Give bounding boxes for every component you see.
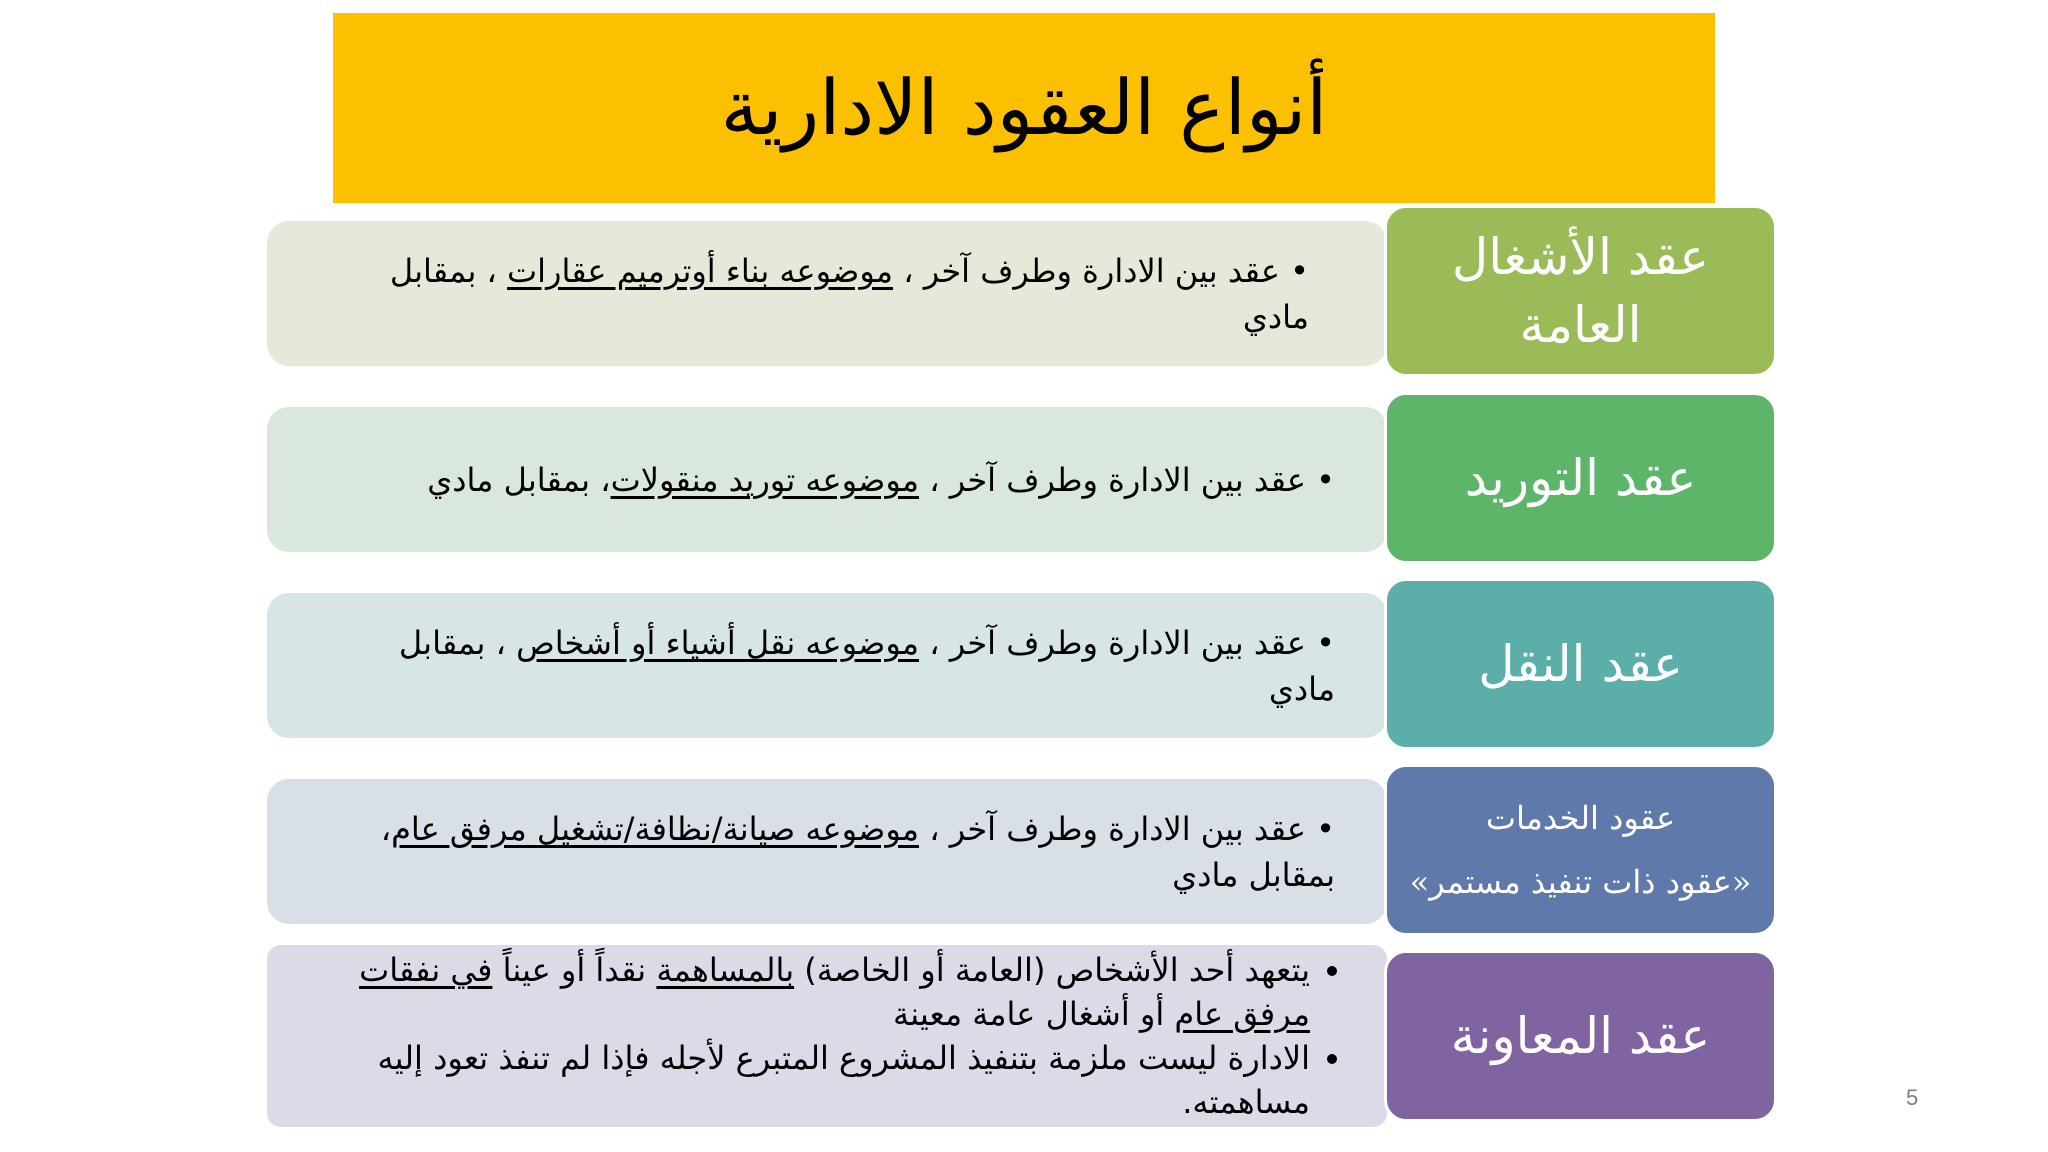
- row-5-bullet-1: [330, 948, 1310, 1036]
- row-3-text-plain: عقد بين الادارة وطرف آخر ،: [919, 623, 1306, 662]
- row-3-text-tail: ، بمقابل مادي: [398, 623, 1335, 708]
- row-4-text-plain: عقد بين الادارة وطرف آخر ،: [919, 809, 1306, 848]
- row-2-description: • عقد بين الادارة وطرف آخر ، موضوعه توريد منقولات، بمقابل مادي: [427, 460, 1335, 499]
- row-5-bullet-1-underlined-a: بالمساهمة: [656, 951, 795, 989]
- row-4-label: [1384, 764, 1777, 936]
- row-4-text-tail: ، بمقابل مادي: [380, 809, 1335, 894]
- row-4-label-line2: «عقود ذات تنفيذ مستمر»: [1409, 863, 1752, 901]
- row-5-bullet-1-mid: نقداً أو عيناً: [492, 951, 657, 989]
- row-1-text-plain: عقد بين الادارة وطرف آخر ،: [893, 251, 1280, 290]
- row-5-bullet-1-underlined-b: في نفقات مرفق عام: [359, 951, 1310, 1033]
- page-number: 5: [1906, 1085, 1919, 1110]
- row-5-bullet-1-tail: أو أشغال عامة معينة: [893, 995, 1175, 1033]
- row-1-label-text: عقد الأشغال العامة: [1451, 228, 1710, 354]
- row-2-text-tail: ، بمقابل مادي: [427, 460, 611, 499]
- row-5-bullet-1-plain: يتعهد أحد الأشخاص (العامة أو الخاصة): [794, 951, 1310, 989]
- row-4-label-line1: عقود الخدمات: [1485, 799, 1676, 837]
- row-4-description: • عقد بين الادارة وطرف آخر ، موضوعه صيانة/نظافة/تشغيل مرفق عام، بمقابل مادي: [380, 809, 1335, 894]
- row-4-text-underlined: موضوعه صيانة/نظافة/تشغيل مرفق عام: [391, 809, 920, 848]
- row-3-description: • عقد بين الادارة وطرف آخر ، موضوعه نقل أشياء أو أشخاص ، بمقابل مادي: [398, 623, 1335, 708]
- row-5-label: [1384, 950, 1777, 1122]
- row-2-text-underlined: موضوعه توريد منقولات: [610, 460, 920, 499]
- row-5-label-text: عقد المعاونة: [1450, 1007, 1711, 1065]
- row-5-description: [330, 945, 1340, 1127]
- row-2-label: [1384, 392, 1777, 564]
- row-1-description: • عقد بين الادارة وطرف آخر ، موضوعه بناء أوترميم عقارات ، بمقابل مادي: [389, 251, 1309, 336]
- row-5-bullet-list: [330, 948, 1340, 1124]
- row-3-label-text: عقد النقل: [1478, 635, 1683, 693]
- row-3-label: [1384, 578, 1777, 750]
- row-2-label-text: عقد التوريد: [1464, 449, 1697, 507]
- row-1-text-tail: ، بمقابل مادي: [389, 251, 1309, 336]
- page-title: أنواع العقود الادارية: [720, 63, 1328, 152]
- row-1-text-underlined: موضوعه بناء أوترميم عقارات: [507, 251, 894, 290]
- title-banner: [333, 13, 1715, 203]
- row-3-text-underlined: موضوعه نقل أشياء أو أشخاص: [516, 623, 920, 662]
- row-2-text-plain: عقد بين الادارة وطرف آخر ،: [919, 460, 1306, 499]
- row-5-bullet-2: • الادارة ليست ملزمة بتنفيذ المشروع المتبرع لأجله فإذا لم تنفذ تعود إليه مساهمته.: [330, 1036, 1310, 1124]
- row-1-label: [1384, 205, 1777, 377]
